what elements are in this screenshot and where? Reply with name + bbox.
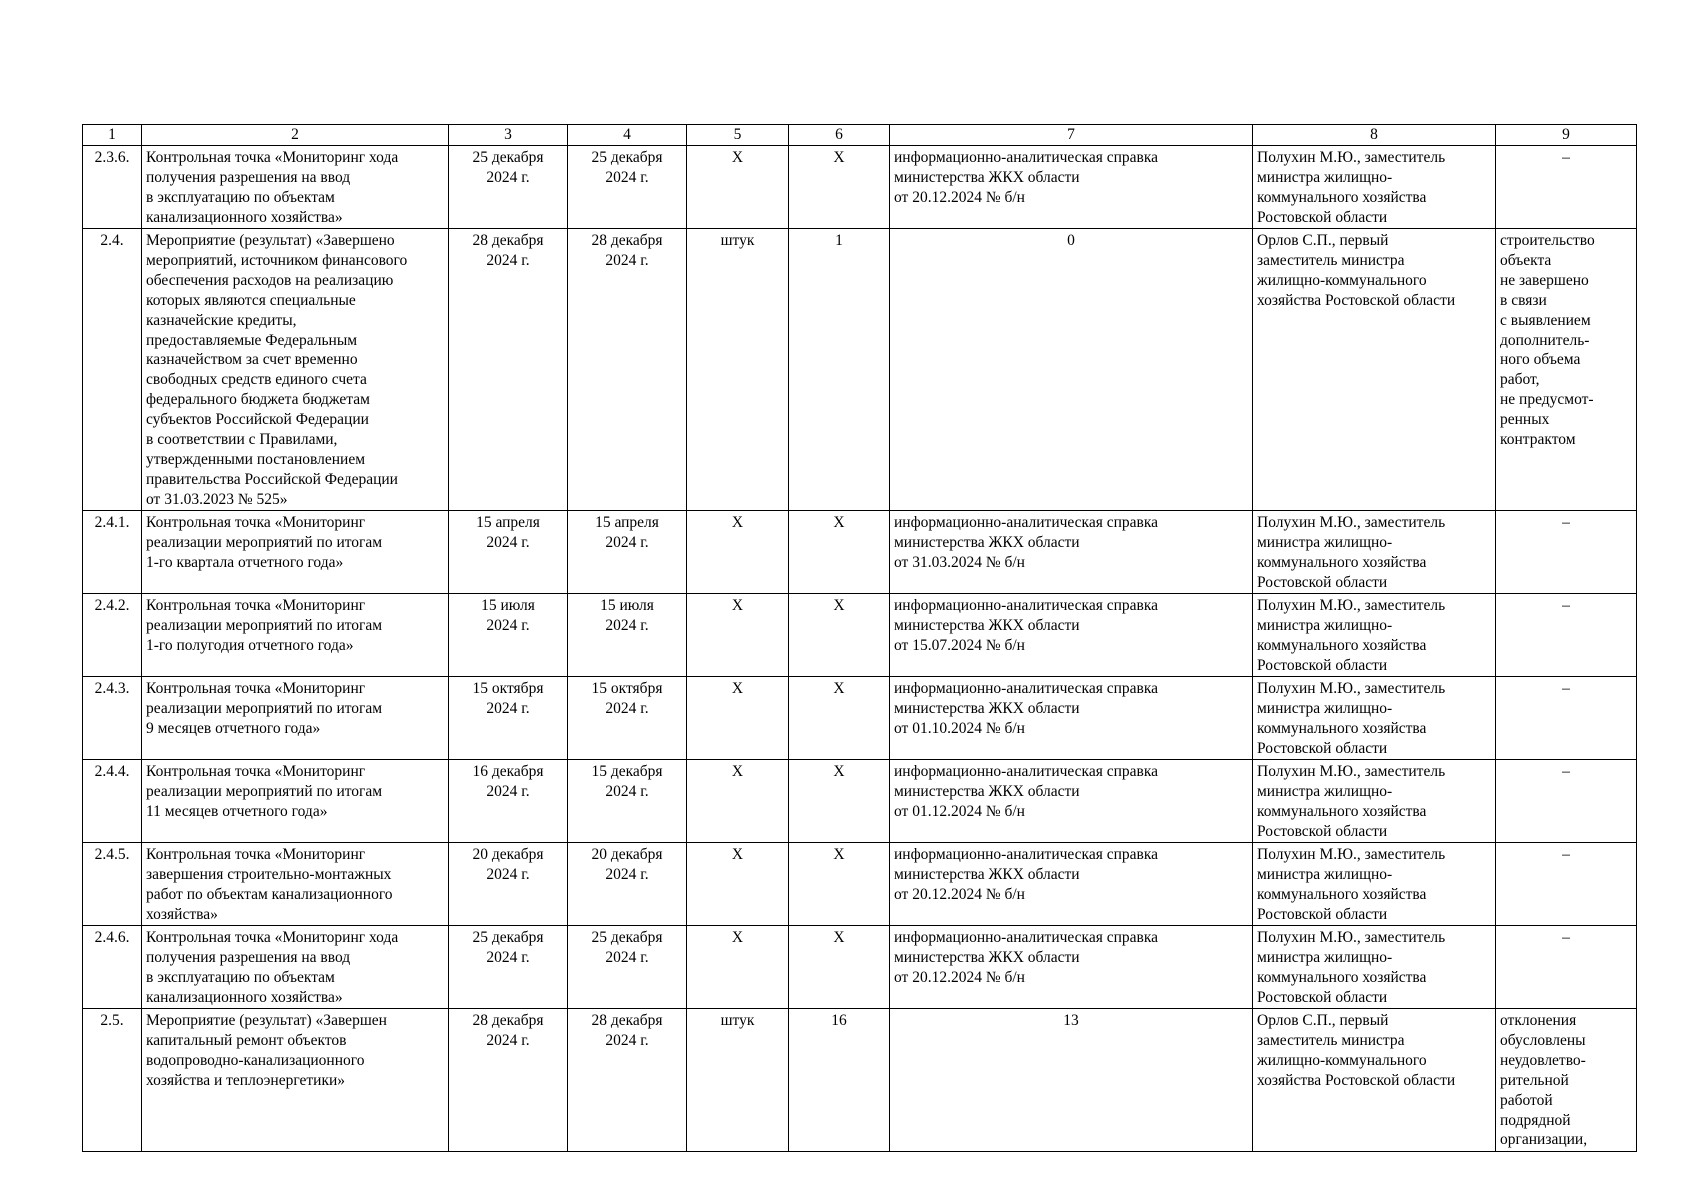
table-row: [83, 511, 1637, 594]
unit: Х: [687, 677, 789, 760]
column-header: 3: [449, 125, 568, 146]
responsible: Полухин М.Ю., заместитель министра жилищно- коммунального хозяйства Ростовской области: [1253, 146, 1496, 229]
plan-value: Х: [789, 843, 890, 926]
note: –: [1496, 677, 1637, 760]
unit: Х: [687, 146, 789, 229]
table-row: [83, 1009, 1637, 1152]
result: информационно-аналитическая справка министерства ЖКХ области от 01.10.2024 № б/н: [890, 677, 1253, 760]
item-name: Контрольная точка «Мониторинг хода получения разрешения на ввод в эксплуатацию по объектам канализационного хозяйства»: [142, 146, 449, 229]
item-name: Контрольная точка «Мониторинг хода получения разрешения на ввод в эксплуатацию по объектам канализационного хозяйства»: [142, 926, 449, 1009]
item-name: Контрольная точка «Мониторинг реализации мероприятий по итогам 1-го полугодия отчетного года»: [142, 594, 449, 677]
result: информационно-аналитическая справка министерства ЖКХ области от 01.12.2024 № б/н: [890, 760, 1253, 843]
result: 13: [890, 1009, 1253, 1152]
responsible: Полухин М.Ю., заместитель министра жилищно- коммунального хозяйства Ростовской области: [1253, 843, 1496, 926]
responsible: Полухин М.Ю., заместитель министра жилищно- коммунального хозяйства Ростовской области: [1253, 926, 1496, 1009]
fact-date: 28 декабря 2024 г.: [568, 1009, 687, 1152]
fact-date: 15 июля 2024 г.: [568, 594, 687, 677]
note: отклонения обусловлены неудовлетво- рительной работой подрядной организации,: [1496, 1009, 1637, 1152]
column-header: 2: [142, 125, 449, 146]
fact-date: 25 декабря 2024 г.: [568, 926, 687, 1009]
unit: штук: [687, 1009, 789, 1152]
row-number: 2.4.6.: [83, 926, 142, 1009]
unit: Х: [687, 594, 789, 677]
row-number: 2.4.1.: [83, 511, 142, 594]
item-name: Мероприятие (результат) «Завершен капитальный ремонт объектов водопроводно-канализационного хозяйства и теплоэнергетики»: [142, 1009, 449, 1152]
row-number: 2.4.4.: [83, 760, 142, 843]
column-header: 6: [789, 125, 890, 146]
plan-value: Х: [789, 146, 890, 229]
unit: Х: [687, 926, 789, 1009]
note: –: [1496, 594, 1637, 677]
column-header: 4: [568, 125, 687, 146]
table-row: [83, 229, 1637, 511]
item-name: Контрольная точка «Мониторинг реализации мероприятий по итогам 1-го квартала отчетного года»: [142, 511, 449, 594]
responsible: Полухин М.Ю., заместитель министра жилищно- коммунального хозяйства Ростовской области: [1253, 760, 1496, 843]
table-row: [83, 843, 1637, 926]
unit: штук: [687, 229, 789, 511]
row-number: 2.4.: [83, 229, 142, 511]
result: информационно-аналитическая справка министерства ЖКХ области от 20.12.2024 № б/н: [890, 926, 1253, 1009]
table-row: [83, 146, 1637, 229]
item-name: Контрольная точка «Мониторинг реализации мероприятий по итогам 11 месяцев отчетного года»: [142, 760, 449, 843]
responsible: Орлов С.П., первый заместитель министра жилищно-коммунального хозяйства Ростовской области: [1253, 1009, 1496, 1152]
result: информационно-аналитическая справка министерства ЖКХ области от 15.07.2024 № б/н: [890, 594, 1253, 677]
row-number: 2.4.2.: [83, 594, 142, 677]
plan-value: Х: [789, 926, 890, 1009]
column-header: 5: [687, 125, 789, 146]
unit: Х: [687, 760, 789, 843]
column-header: 1: [83, 125, 142, 146]
row-number: 2.4.3.: [83, 677, 142, 760]
note: –: [1496, 760, 1637, 843]
row-number: 2.3.6.: [83, 146, 142, 229]
plan-value: Х: [789, 594, 890, 677]
plan-value: Х: [789, 760, 890, 843]
note: –: [1496, 926, 1637, 1009]
fact-date: 28 декабря 2024 г.: [568, 229, 687, 511]
result: 0: [890, 229, 1253, 511]
note: –: [1496, 511, 1637, 594]
report-table: [82, 124, 1637, 1152]
fact-date: 15 октября 2024 г.: [568, 677, 687, 760]
unit: Х: [687, 511, 789, 594]
fact-date: 15 апреля 2024 г.: [568, 511, 687, 594]
column-number-row: [83, 125, 1637, 146]
item-name: Контрольная точка «Мониторинг завершения строительно-монтажных работ по объектам канализационного хозяйства»: [142, 843, 449, 926]
table-body: [83, 125, 1637, 1152]
result: информационно-аналитическая справка министерства ЖКХ области от 20.12.2024 № б/н: [890, 843, 1253, 926]
fact-date: 25 декабря 2024 г.: [568, 146, 687, 229]
plan-value: Х: [789, 511, 890, 594]
table-row: [83, 926, 1637, 1009]
column-header: 7: [890, 125, 1253, 146]
note: –: [1496, 146, 1637, 229]
plan-date: 28 декабря 2024 г.: [449, 229, 568, 511]
unit: Х: [687, 843, 789, 926]
plan-date: 25 декабря 2024 г.: [449, 926, 568, 1009]
row-number: 2.5.: [83, 1009, 142, 1152]
plan-date: 15 апреля 2024 г.: [449, 511, 568, 594]
responsible: Полухин М.Ю., заместитель министра жилищно- коммунального хозяйства Ростовской области: [1253, 511, 1496, 594]
note: строительство объекта не завершено в связи с выявлением дополнитель- ного объема работ, не предусмот- ренных контрактом: [1496, 229, 1637, 511]
responsible: Орлов С.П., первый заместитель министра жилищно-коммунального хозяйства Ростовской области: [1253, 229, 1496, 511]
fact-date: 20 декабря 2024 г.: [568, 843, 687, 926]
item-name: Контрольная точка «Мониторинг реализации мероприятий по итогам 9 месяцев отчетного года»: [142, 677, 449, 760]
result: информационно-аналитическая справка министерства ЖКХ области от 31.03.2024 № б/н: [890, 511, 1253, 594]
table-row: [83, 594, 1637, 677]
column-header: 8: [1253, 125, 1496, 146]
plan-date: 16 декабря 2024 г.: [449, 760, 568, 843]
table-row: [83, 760, 1637, 843]
plan-date: 15 июля 2024 г.: [449, 594, 568, 677]
item-name: Мероприятие (результат) «Завершено мероприятий, источником финансового обеспечения расходов на реализацию которых являются специальные казначейские кредиты, предоставляемые Федеральным казначейством за счет временно свободных средств единого счета федерального бюджета бюджетам субъектов Российской Федерации в соответствии с Правилами, утвержденными постановлением правительства Российской Федерации от 31.03.2023 № 525»: [142, 229, 449, 511]
table-row: [83, 677, 1637, 760]
plan-value: 16: [789, 1009, 890, 1152]
responsible: Полухин М.Ю., заместитель министра жилищно- коммунального хозяйства Ростовской области: [1253, 677, 1496, 760]
plan-value: 1: [789, 229, 890, 511]
fact-date: 15 декабря 2024 г.: [568, 760, 687, 843]
plan-date: 15 октября 2024 г.: [449, 677, 568, 760]
column-header: 9: [1496, 125, 1637, 146]
note: –: [1496, 843, 1637, 926]
row-number: 2.4.5.: [83, 843, 142, 926]
plan-value: Х: [789, 677, 890, 760]
plan-date: 25 декабря 2024 г.: [449, 146, 568, 229]
plan-date: 20 декабря 2024 г.: [449, 843, 568, 926]
plan-date: 28 декабря 2024 г.: [449, 1009, 568, 1152]
responsible: Полухин М.Ю., заместитель министра жилищно- коммунального хозяйства Ростовской области: [1253, 594, 1496, 677]
result: информационно-аналитическая справка министерства ЖКХ области от 20.12.2024 № б/н: [890, 146, 1253, 229]
